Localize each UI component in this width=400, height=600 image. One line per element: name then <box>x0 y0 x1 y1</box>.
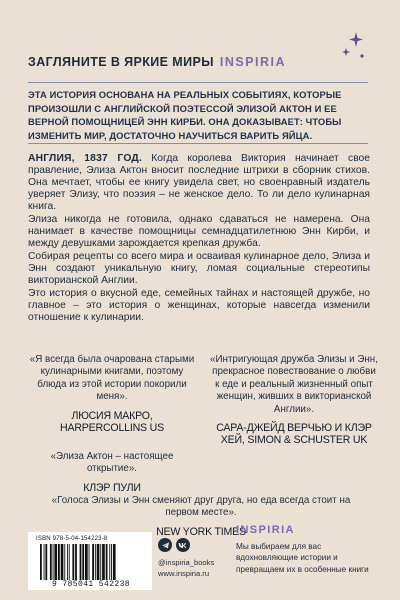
paragraph-1 <box>28 153 370 213</box>
divider-middle <box>28 143 368 144</box>
barcode-bar <box>100 544 101 580</box>
barcode-bar <box>95 544 96 580</box>
barcode-bar <box>111 544 112 580</box>
barcode-bar <box>109 544 110 580</box>
barcode-bar <box>50 544 52 580</box>
isbn-label: ISBN 978-5-04-154223-8 <box>36 536 108 542</box>
review-quote <box>28 451 196 494</box>
description <box>28 153 370 325</box>
dateline: АНГЛИЯ, 1837 ГОД. <box>28 153 143 164</box>
barcode-bar <box>40 544 42 580</box>
barcode-bar <box>45 544 47 580</box>
social-links <box>158 538 228 588</box>
barcode-bar <box>58 544 60 580</box>
sparkle-icon <box>338 30 368 70</box>
quote-author: САРА-ДЖЕЙД ВЕРЧЬЮ И КЛЭР ХЕЙ, SIMON & SCHUSTER UK <box>216 422 372 447</box>
quote-text: «Я всегда была очарована старыми кулинарными книгами, поэтому блюда из этой истории покорили меня». <box>29 354 195 403</box>
vk-icon[interactable] <box>176 538 190 552</box>
paragraph-2: Элиза никогда не готовила, однако сдаваться не намерена. Она нанимает в качестве помощницы семнадцатилетнюю Энн Кирби, и между девушками зарождается крепкая дружба. <box>28 214 370 250</box>
barcode-bar <box>44 544 45 580</box>
barcode-bar <box>106 544 108 580</box>
barcode-bar <box>67 544 68 580</box>
quote-author: ЛЮСИЯ МАКРО, HARPERCOLLINS US <box>60 409 164 435</box>
barcode-digits: 9 785041 542238 <box>51 580 130 589</box>
barcode-bar <box>89 544 90 580</box>
review-quote <box>210 354 378 447</box>
intro-text: ЭТА ИСТОРИЯ ОСНОВАНА НА РЕАЛЬНЫХ СОБЫТИЯХ, КОТОРЫЕ ПРОИЗОШЛИ С АНГЛИЙСКОЙ ПОЭТЕССОЙ ЭЛИЗОЙ АКТОН И ЕЕ ВЕРНОЙ ПОМОЩНИЦЕЙ ЭНН КИРБИ. ОНА ДОКАЗЫВАЕТ: ЧТОБЫ ИЗМЕНИТЬ МИР, ДОСТАТОЧНО НАУЧИТЬСЯ ВАРИТЬ ЯЙЦА. <box>28 89 342 141</box>
publisher-slogan: Мы выбираем для вас вдохновляющие истории и превращаем их в особенные книги <box>236 542 369 574</box>
barcode-bar <box>102 544 105 580</box>
quote-text: «Элиза Актон – настоящее открытие». <box>50 451 174 475</box>
publisher-block <box>236 524 376 575</box>
publisher-logo: INSPIRIA <box>236 524 295 536</box>
barcode-bar <box>72 544 74 580</box>
website-link[interactable]: www.inspiria.ru <box>158 569 210 578</box>
social-icons <box>158 538 228 552</box>
review-quote <box>28 354 196 434</box>
barcode-bar <box>85 544 88 580</box>
barcode-bar <box>75 544 77 580</box>
header-brand: INSPIRIA <box>219 55 287 69</box>
telegram-icon[interactable] <box>158 538 172 552</box>
barcode-bar <box>97 544 100 580</box>
isbn-barcode-block <box>28 532 152 590</box>
divider-top <box>28 82 368 83</box>
social-handle[interactable]: @inspiria_books <box>158 558 215 567</box>
quote-text: «Голоса Элизы и Энн сменяют друг друга, но еда всегда стоит на первом месте». <box>51 495 351 519</box>
barcode-bar <box>53 544 54 580</box>
barcode-bar <box>113 544 116 580</box>
barcode-bar <box>82 544 84 580</box>
barcode-bar <box>69 544 70 580</box>
barcode-bar <box>61 544 64 580</box>
barcode-bar <box>54 544 57 580</box>
barcode <box>38 544 144 580</box>
barcode-bar <box>80 544 82 580</box>
quote-author: КЛЭР ПУЛИ <box>83 481 141 494</box>
paragraph-1-text: Когда королева Виктория начинает свое правление, Элиза Актон вносит последние штрихи в сборник стихов. Она мечтает, чтобы ее книгу увидела свет, но своенравный издатель уверяет Элизу, что поэзия – не женское дело. То ли дело кулинарная книга. <box>28 153 371 213</box>
barcode-bar <box>92 544 94 580</box>
header-tagline: ЗАГЛЯНИТЕ В ЯРКИЕ МИРЫ <box>28 55 214 69</box>
quote-text: «Интригующая дружба Элизы и Энн, прекрасное повествование о любви к еде и реальный жизненный опыт женщин, живших в викторианской Англии». <box>210 354 378 415</box>
header <box>28 52 368 72</box>
quote-author: NEW YORK TIMES <box>156 525 246 538</box>
paragraph-4: Это история о вкусной еде, семейных тайнах и настоящей дружбе, но главное – это история о женщинах, которые навсегда изменили отношение к кулинарии. <box>28 288 370 324</box>
paragraph-3: Собирая рецепты со всего мира и осваивая кулинарное дело, Элиза и Энн создают уникальную книгу, ломая социальные стереотипы викторианской Англии. <box>28 251 370 287</box>
barcode-bar <box>64 544 65 580</box>
